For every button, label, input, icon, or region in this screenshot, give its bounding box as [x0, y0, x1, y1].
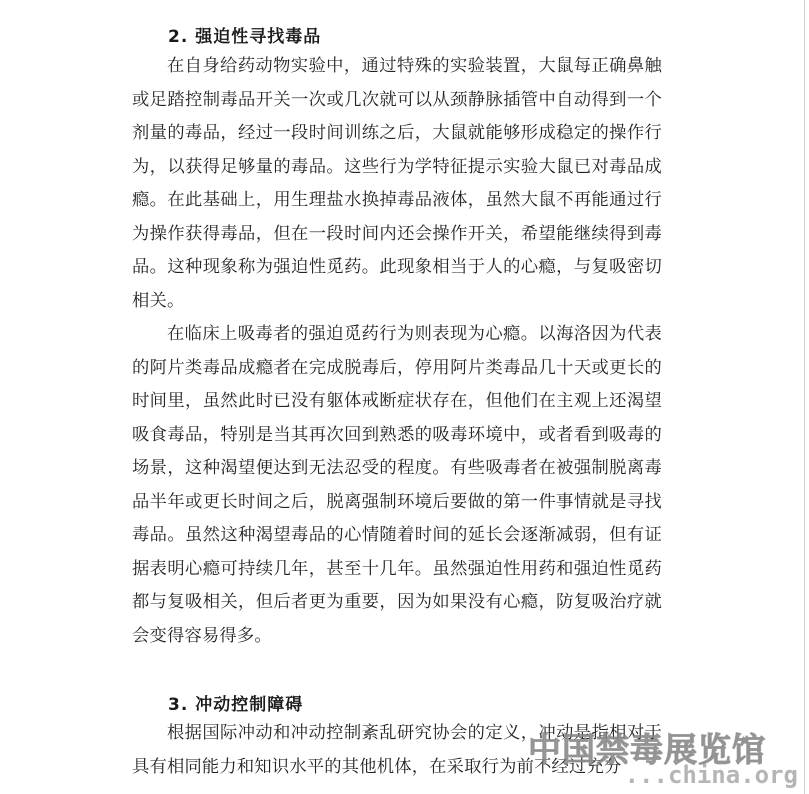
watermark-url: ...china.org — [624, 761, 798, 789]
paragraph-self-administration: 在自身给药动物实验中，通过特殊的实验装置，大鼠每正确鼻触或足踏控制毒品开关一次或几次就可以从颈静脉插管中自动得到一个剂量的毒品，经过一段时间训练之后，大鼠就能够形成稳定的操作行为，以获得足够量的毒品。这些行为学特征提示实验大鼠已对毒品成瘾。在此基础上，用生理盐水换掉毒品液体，虽然大鼠不再能通过行为操作获得毒品，但在一段时间内还会操作开关，希望能继续得到毒品。这种现象称为强迫性觅药。此现象相当于人的心瘾，与复吸密切相关。 — [132, 56, 662, 311]
paragraph-impulse-definition: 根据国际冲动和冲动控制紊乱研究协会的定义，冲动是指相对于具有相同能力和知识水平的其他机体，在采取行为前不经过充分 — [132, 723, 662, 777]
section-heading-2: 2. 强迫性寻找毒品 — [168, 27, 322, 48]
page-edge-divider — [804, 0, 805, 794]
paragraph-craving: 在临床上吸毒者的强迫觅药行为则表现为心瘾。以海洛因为代表的阿片类毒品成瘾者在完成脱毒后，停用阿片类毒品几十天或更长的时间里，虽然此时已没有躯体戒断症状存在，但他们在主观上还渴望吸食毒品，特别是当其再次回到熟悉的吸毒环境中，或者看到吸毒的场景，这种渴望便达到无法忍受的程度。有些吸毒者在被强制脱离毒品半年或更长时间之后，脱离强制环境后要做的第一件事情就是寻找毒品。虽然这种渴望毒品的心情随着时间的延长会逐渐减弱，但有证据表明心瘾可持续几年，甚至十几年。虽然强迫性用药和强迫性觅药都与复吸相关，但后者更为重要，因为如果没有心瘾，防复吸治疗就会变得容易得多。 — [132, 324, 662, 646]
section-heading-3: 3. 冲动控制障碍 — [168, 695, 304, 716]
watermark-title: 中国禁毒展览馆 — [528, 730, 766, 769]
